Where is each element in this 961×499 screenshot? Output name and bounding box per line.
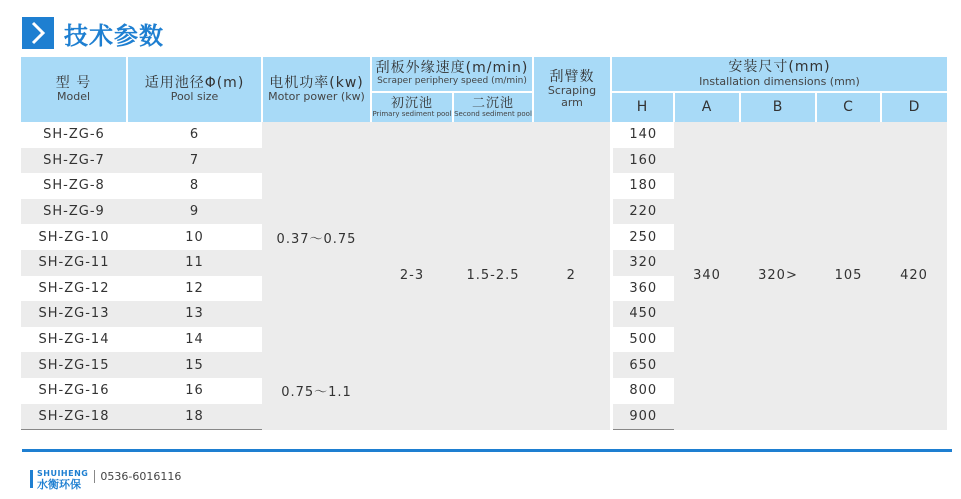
b-cell: 320> [740, 122, 816, 430]
second-speed-cell: 1.5-2.5 [453, 122, 533, 430]
primary-header: 初沉池 Primary sediment pool [371, 92, 453, 122]
h-cell: 360 [611, 276, 674, 302]
pool-cell: 13 [127, 301, 262, 327]
model-cell: SH-ZG-8 [21, 173, 127, 199]
pool-cell: 18 [127, 404, 262, 430]
pool-cell: 6 [127, 122, 262, 148]
footer-brand [30, 470, 181, 490]
logo [37, 470, 88, 490]
model-cell: SH-ZG-14 [21, 327, 127, 353]
h-cell: 500 [611, 327, 674, 353]
pool-header: 适用池径Φ(m) Pool size [127, 57, 262, 122]
h-cell: 160 [611, 148, 674, 174]
h-cell: 180 [611, 173, 674, 199]
motor-cell: 0.37～0.75 [262, 122, 371, 352]
dim-d-header: D [881, 92, 947, 122]
spec-table [21, 57, 947, 430]
logo-mark-icon [30, 470, 33, 488]
chevron-right-icon [22, 17, 54, 49]
pool-cell: 11 [127, 250, 262, 276]
arms-cell: 2 [533, 122, 611, 430]
pool-cell: 16 [127, 378, 262, 404]
model-cell: SH-ZG-12 [21, 276, 127, 302]
install-header: 安装尺寸(mm) Installation dimensions (mm) [611, 57, 947, 92]
h-cell: 650 [611, 352, 674, 378]
a-cell: 340 [674, 122, 740, 430]
pool-cell: 10 [127, 224, 262, 250]
pool-cell: 7 [127, 148, 262, 174]
second-header: 二沉池 Second sediment pool [453, 92, 533, 122]
section-title [22, 17, 164, 49]
dim-b-header: B [740, 92, 816, 122]
h-cell: 140 [611, 122, 674, 148]
logo-cn-text: 水衡环保 [37, 478, 81, 491]
dim-a-header: A [674, 92, 740, 122]
model-cell: SH-ZG-13 [21, 301, 127, 327]
model-cell: SH-ZG-16 [21, 378, 127, 404]
pool-cell: 14 [127, 327, 262, 353]
h-cell: 900 [611, 404, 674, 430]
h-cell: 250 [611, 224, 674, 250]
dim-c-header: C [816, 92, 881, 122]
arm-header: 刮臂数 Scraping arm [533, 57, 611, 122]
dim-h-header: H [611, 92, 674, 122]
model-header: 型 号 Model [21, 57, 127, 122]
logo-en-text: SHUIHENG [37, 469, 89, 478]
model-cell: SH-ZG-11 [21, 250, 127, 276]
pool-cell: 8 [127, 173, 262, 199]
pool-cell: 9 [127, 199, 262, 225]
footer-divider [22, 449, 952, 452]
primary-speed-cell: 2-3 [371, 122, 453, 430]
model-cell: SH-ZG-10 [21, 224, 127, 250]
c-cell: 105 [816, 122, 881, 430]
h-cell: 450 [611, 301, 674, 327]
h-cell: 320 [611, 250, 674, 276]
page-title: 技术参数 [64, 21, 164, 50]
model-cell: SH-ZG-6 [21, 122, 127, 148]
model-cell: SH-ZG-9 [21, 199, 127, 225]
phone-number: 0536-6016116 [94, 470, 181, 483]
speed-header: 刮板外缘速度(m/min) Scraper periphery speed (m/min) [371, 57, 533, 92]
model-cell: SH-ZG-18 [21, 404, 127, 430]
motor-header: 电机功率(kw) Motor power (kw) [262, 57, 371, 122]
pool-cell: 15 [127, 352, 262, 378]
model-cell: SH-ZG-7 [21, 148, 127, 174]
motor-cell: 0.75～1.1 [262, 352, 371, 429]
d-cell: 420 [881, 122, 947, 430]
h-cell: 800 [611, 378, 674, 404]
h-cell: 220 [611, 199, 674, 225]
table-row [21, 122, 947, 148]
model-cell: SH-ZG-15 [21, 352, 127, 378]
pool-cell: 12 [127, 276, 262, 302]
